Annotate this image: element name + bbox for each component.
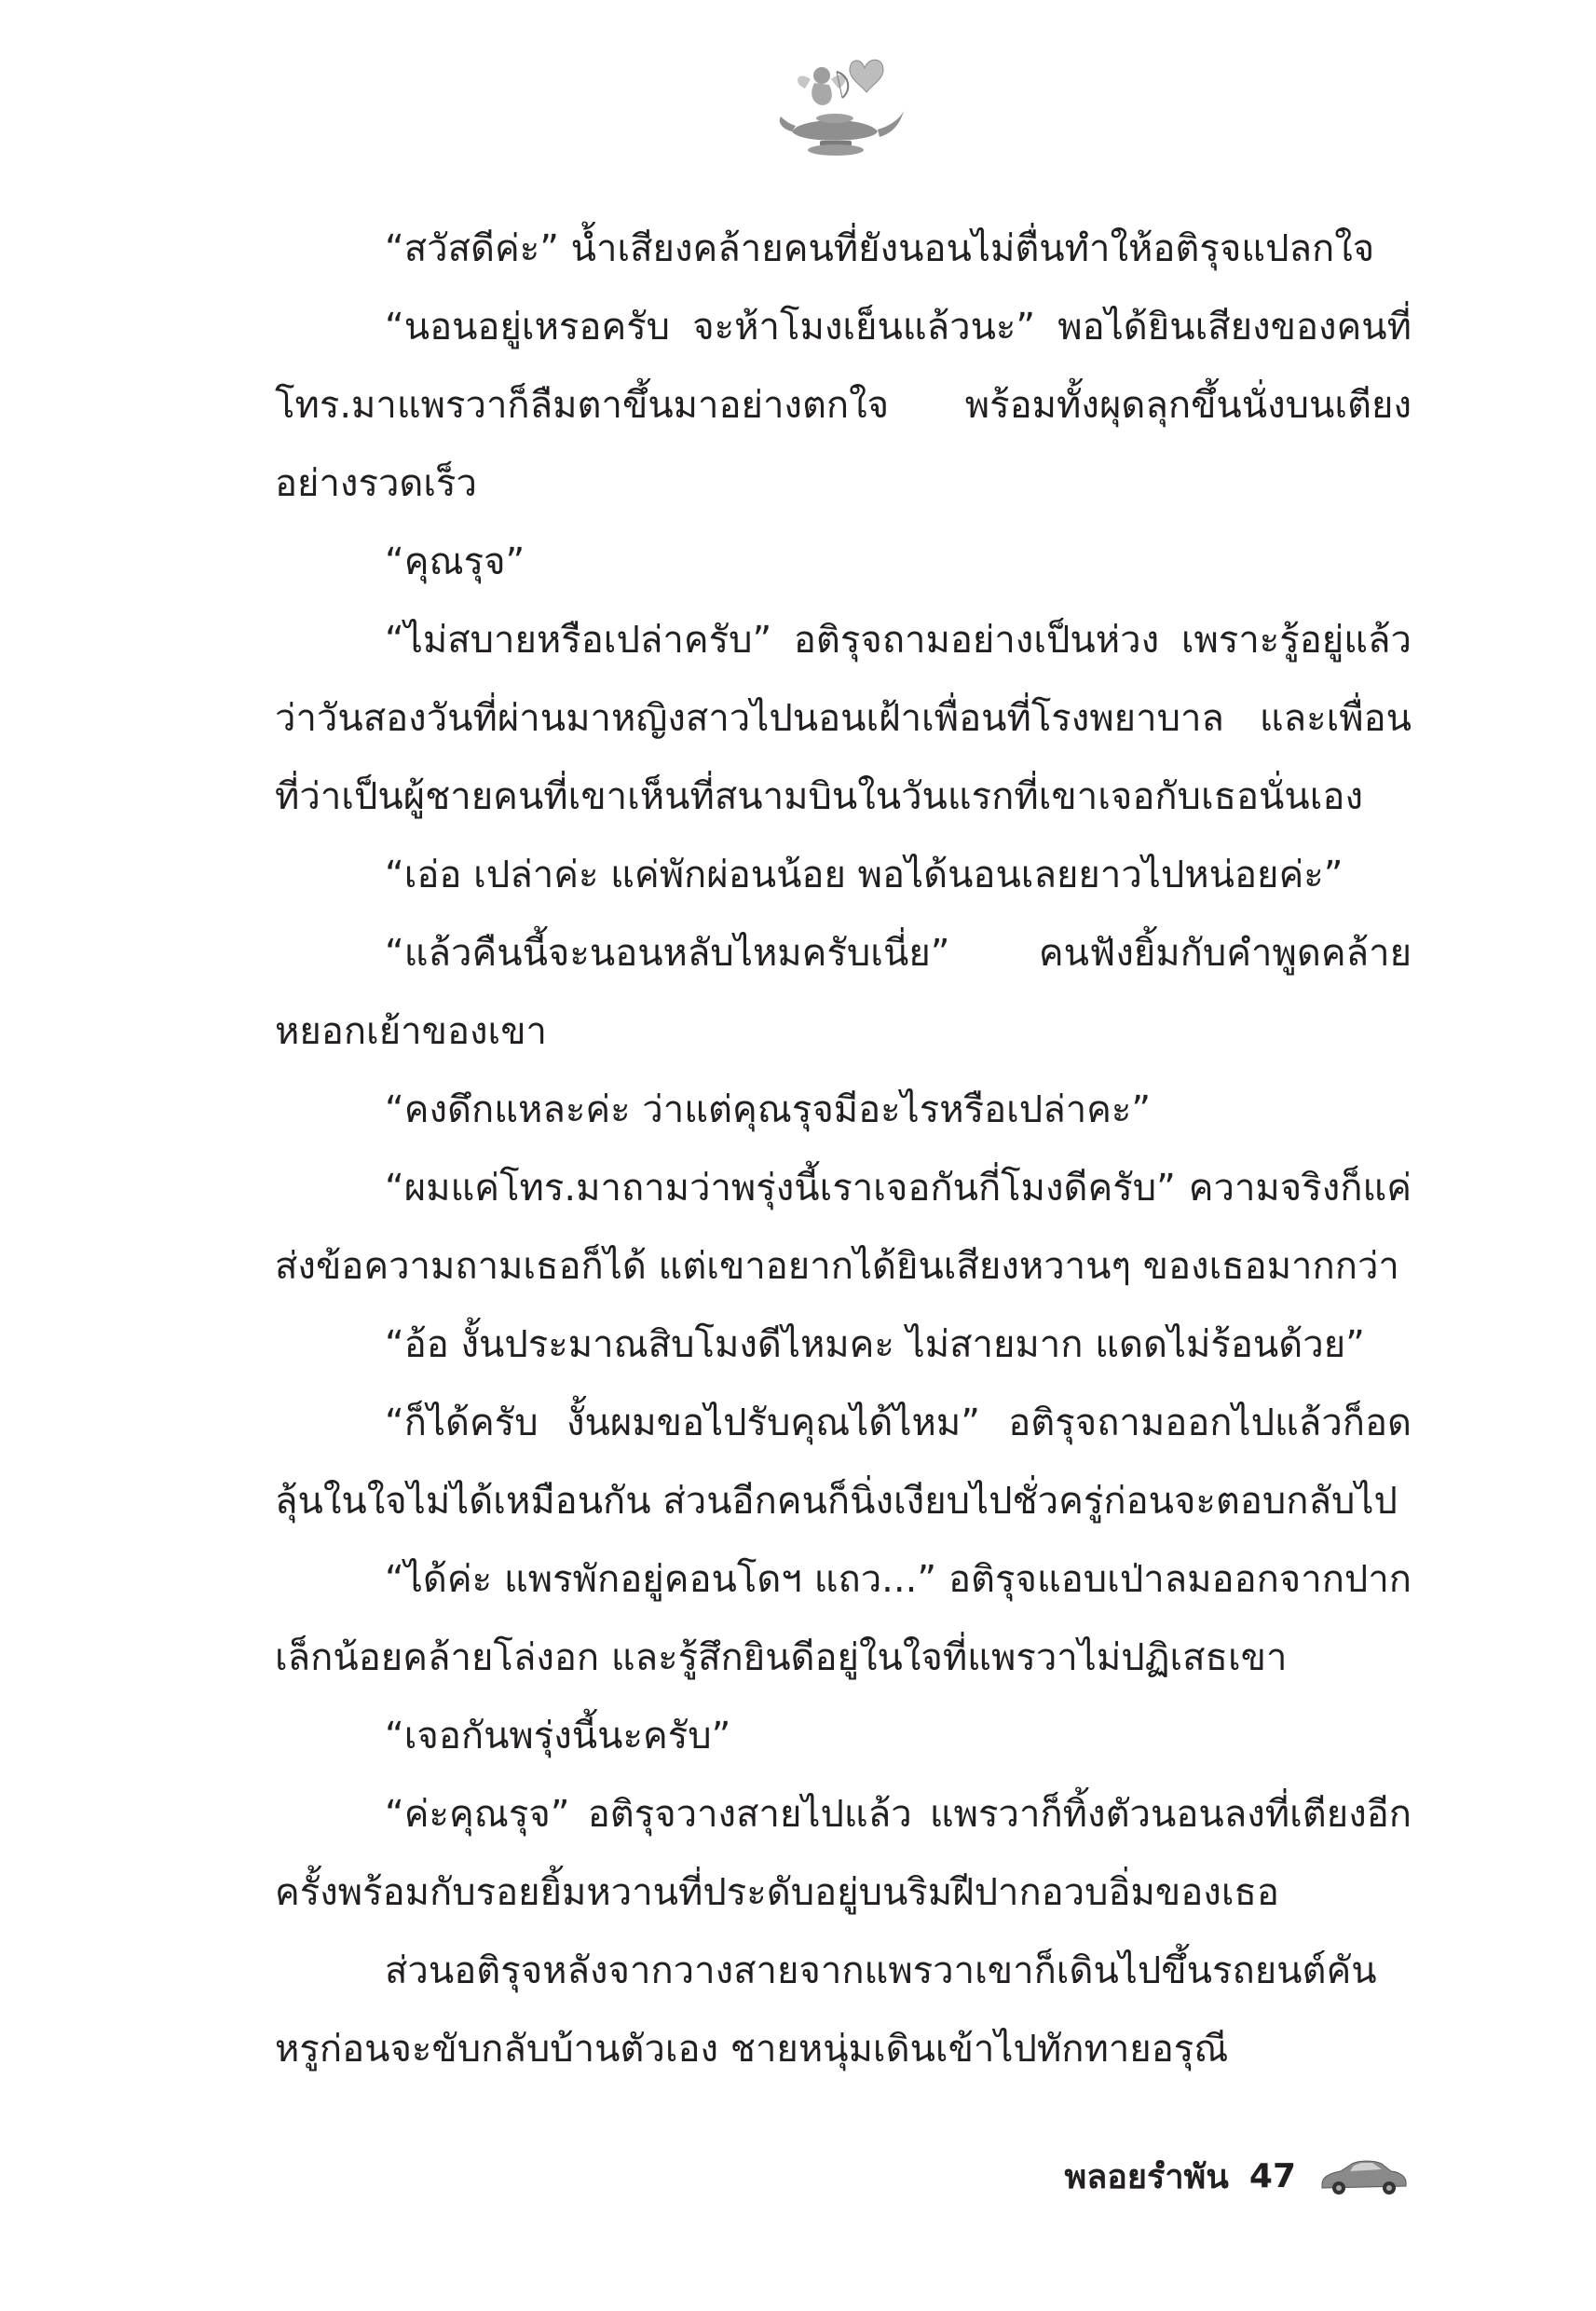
paragraph: “ก็ได้ครับ งั้นผมขอไปรับคุณได้ไหม” อติรุจถามออกไปแล้วก็อดลุ้นในใจไม่ได้เหมือนกัน ส่วนอีกคนก็นิ่งเงียบไปชั่วครู่ก่อนจะตอบกลับไป bbox=[275, 1402, 1412, 1523]
paragraph: “ค่ะคุณรุจ” อติรุจวางสายไปแล้ว แพรวาก็ทิ้งตัวนอนลงที่เตียงอีกครั้งพร้อมกับรอยยิ้มหวานที่ประดับอยู่บนริมฝีปากอวบอิ่มของเธอ bbox=[275, 1793, 1412, 1914]
book-title: พลอยรำพัน bbox=[1064, 2157, 1229, 2196]
page-body-text bbox=[275, 210, 1412, 2088]
paragraph: “เอ่อ เปล่าค่ะ แค่พักผ่อนน้อย พอได้นอนเลยยาวไปหน่อยค่ะ” bbox=[385, 854, 1344, 896]
paragraph: “นอนอยู่เหรอครับ จะห้าโมงเย็นแล้วนะ” พอได้ยินเสียงของคนที่โทร.มาแพรวาก็ลืมตาขึ้นมาอย่างตกใจ พร้อมทั้งผุดลุกขึ้นนั่งบนเตียงอย่างรวดเร็ว bbox=[275, 306, 1412, 505]
paragraph: “ไม่สบายหรือเปล่าครับ” อติรุจถามอย่างเป็นห่วง เพราะรู้อยู่แล้วว่าวันสองวันที่ผ่านมาหญิงสาวไปนอนเฝ้าเพื่อนที่โรงพยาบาล และเพื่อนที่ว่าเป็นผู้ชายคนที่เขาเห็นที่สนามบินในวันแรกที่เขาเจอกับเธอนั่นเอง bbox=[275, 619, 1412, 818]
paragraph: “คงดึกแหละค่ะ ว่าแต่คุณรุจมีอะไรหรือเปล่าคะ” bbox=[385, 1088, 1152, 1131]
car-icon bbox=[1316, 2153, 1410, 2199]
page-number: 47 bbox=[1248, 2156, 1296, 2195]
paragraph: “คุณรุจ” bbox=[385, 540, 525, 583]
paragraph: “อ้อ งั้นประมาณสิบโมงดีไหมคะ ไม่สายมาก แดดไม่ร้อนด้วย” bbox=[385, 1323, 1365, 1366]
cupid-lamp-ornament-icon bbox=[764, 51, 913, 163]
paragraph: “ได้ค่ะ แพรพักอยู่คอนโดฯ แถว...” อติรุจแอบเป่าลมออกจากปากเล็กน้อยคล้ายโล่งอก และรู้สึกยินดีอยู่ในใจที่แพรวาไม่ปฏิเสธเขา bbox=[275, 1558, 1412, 1679]
paragraph: “เจอกันพรุ่งนี้นะครับ” bbox=[385, 1715, 731, 1757]
page-footer bbox=[1064, 2143, 1410, 2208]
paragraph: “แล้วคืนนี้จะนอนหลับไหมครับเนี่ย” คนฟังยิ้มกับคำพูดคล้ายหยอกเย้าของเขา bbox=[275, 932, 1412, 1053]
paragraph: “สวัสดีค่ะ” น้ำเสียงคล้ายคนที่ยังนอนไม่ตื่นทำให้อติรุจแปลกใจ bbox=[385, 227, 1375, 270]
paragraph: “ผมแค่โทร.มาถามว่าพรุ่งนี้เราเจอกันกี่โมงดีครับ” ความจริงก็แค่ส่งข้อความถามเธอก็ได้ แต่เขาอยากได้ยินเสียงหวานๆ ของเธอมากกว่า bbox=[275, 1167, 1412, 1288]
paragraph: ส่วนอติรุจหลังจากวางสายจากแพรวาเขาก็เดินไปขึ้นรถยนต์คันหรูก่อนจะขับกลับบ้านตัวเอง ชายหนุ่มเดินเข้าไปทักทายอรุณี bbox=[275, 1949, 1377, 2071]
